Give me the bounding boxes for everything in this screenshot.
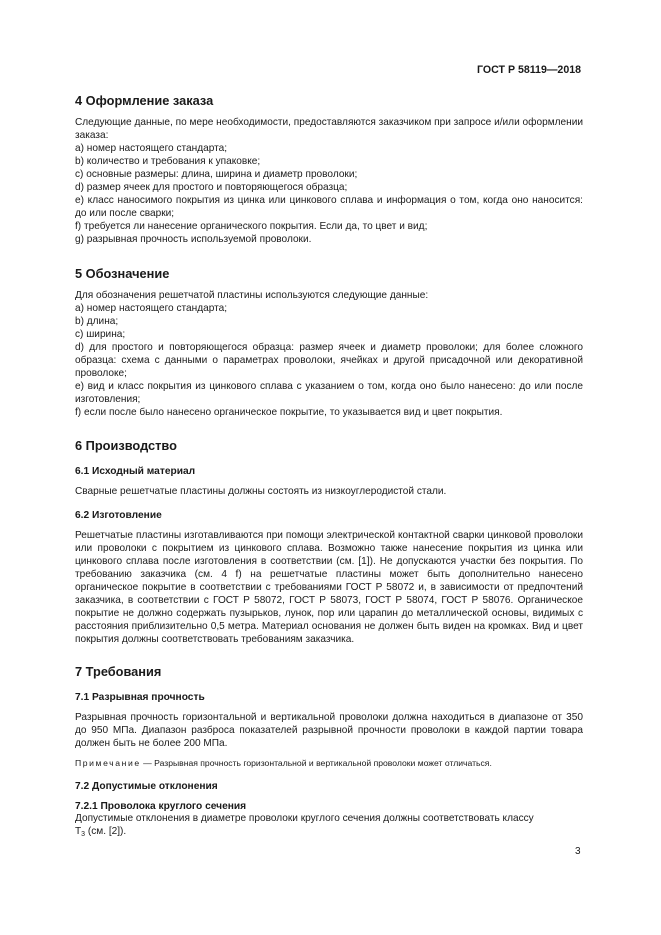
list-item: c) ширина; [75, 329, 126, 340]
section-5-body [75, 289, 583, 419]
note-label: Примечание [75, 758, 141, 768]
class-symbol: Т [75, 826, 82, 837]
note [75, 757, 583, 770]
section-5-intro: Для обозначения решетчатой пластины используются следующие данные: [75, 290, 429, 301]
section-7-title: 7 Требования [75, 664, 162, 679]
section-6-title: 6 Производство [75, 438, 177, 453]
paragraph: Сварные решетчатые пластины должны состоять из низкоуглеродистой стали. [75, 486, 447, 497]
list-item: c) основные размеры: длина, ширина и диаметр проволоки; [75, 169, 358, 180]
subsection-6-2-title: 6.2 Изготовление [75, 510, 162, 521]
section-4-body [75, 116, 583, 246]
list-item: a) номер настоящего стандарта; [75, 303, 228, 314]
subsection-7-1-body [75, 711, 583, 750]
list-item: b) длина; [75, 316, 119, 327]
list-item: f) если после было нанесено органическое покрытие, то указывается вид и цвет покрытия. [75, 407, 503, 418]
standard-number: ГОСТ Р 58119—2018 [477, 64, 581, 76]
page-number: 3 [575, 846, 581, 857]
subsection-7-2-1-body [75, 812, 583, 841]
subsection-6-1-body [75, 485, 583, 498]
section-5-title: 5 Обозначение [75, 266, 170, 281]
subsection-7-2-1-title: 7.2.1 Проволока круглого сечения [75, 801, 247, 812]
list-item: e) вид и класс покрытия из цинкового сплава с указанием о том, когда оно было нанесено: до или после изготовления; [75, 381, 583, 405]
section-4-title: 4 Оформление заказа [75, 93, 214, 108]
reference: (см. [2]). [85, 826, 127, 837]
paragraph: Разрывная прочность горизонтальной и вертикальной проволоки должна находиться в диапазоне от 350 до 950 МПа. Диапазон разброса показателей разрывной прочности проволоки в каждой партии товара должен быть не более 200 МПа. [75, 712, 583, 749]
section-4-intro: Следующие данные, по мере необходимости, предоставляются заказчиком при запросе и/или оформлении заказа: [75, 117, 583, 141]
list-item: g) разрывная прочность используемой проволоки. [75, 234, 312, 245]
paragraph [75, 812, 583, 841]
note-text: — Разрывная прочность горизонтальной и вертикальной проволоки может отличаться. [140, 758, 492, 768]
subsection-7-1-title: 7.1 Разрывная прочность [75, 692, 205, 703]
class-subscript: 3 [81, 831, 86, 838]
list-item: a) номер настоящего стандарта; [75, 143, 228, 154]
subsection-7-2-title: 7.2 Допустимые отклонения [75, 781, 218, 792]
list-item: f) требуется ли нанесение органического покрытия. Если да, то цвет и вид; [75, 221, 428, 232]
list-item: e) класс наносимого покрытия из цинка или цинкового сплава и информация о том, когда оно наносится: до или после сварки; [75, 195, 583, 219]
subsection-6-2-body [75, 529, 583, 646]
list-item: d) для простого и повторяющегося образца: размер ячеек и диаметр проволоки; для более сложного образца: схема с данными о параметрах проволоки, ячейках и другой присадочной или декоративной проволоке; [75, 342, 583, 379]
subsection-6-1-title: 6.1 Исходный материал [75, 466, 196, 477]
list-item: b) количество и требования к упаковке; [75, 156, 261, 167]
list-item: d) размер ячеек для простого и повторяющегося образца; [75, 182, 348, 193]
paragraph-text: Допустимые отклонения в диаметре проволоки круглого сечения должны соответствовать классу [75, 813, 534, 824]
paragraph: Решетчатые пластины изготавливаются при помощи электрической контактной сварки цинковой проволоки или проволоки с покрытием из цинкового сплава. Возможно также нанесение покрытия из цинка или цинкового сплава после изготовления в соответствии (см. [1]). Не допускаются участки без покрытия. По требованию заказчика (см. 4 f) на решетчатые пластины может быть дополнительно нанесено органическое покрытие в соответствии с требованиями ГОСТ Р 58072 и, в зависимости от предпочтений заказчика, в соответствии с ГОСТ Р 58072, ГОСТ Р 58073, ГОСТ Р 58074, ГОСТ Р 58076. Органическое покрытие не должно содержать пузырьков, лунок, пор или царапин до металлической основы, видимых с расстояния приблизительно 0,5 метра. Материал основания не должен быть виден на кромках. Вид и цвет покрытия должны соответствовать требованиям заказчика. [75, 530, 583, 645]
